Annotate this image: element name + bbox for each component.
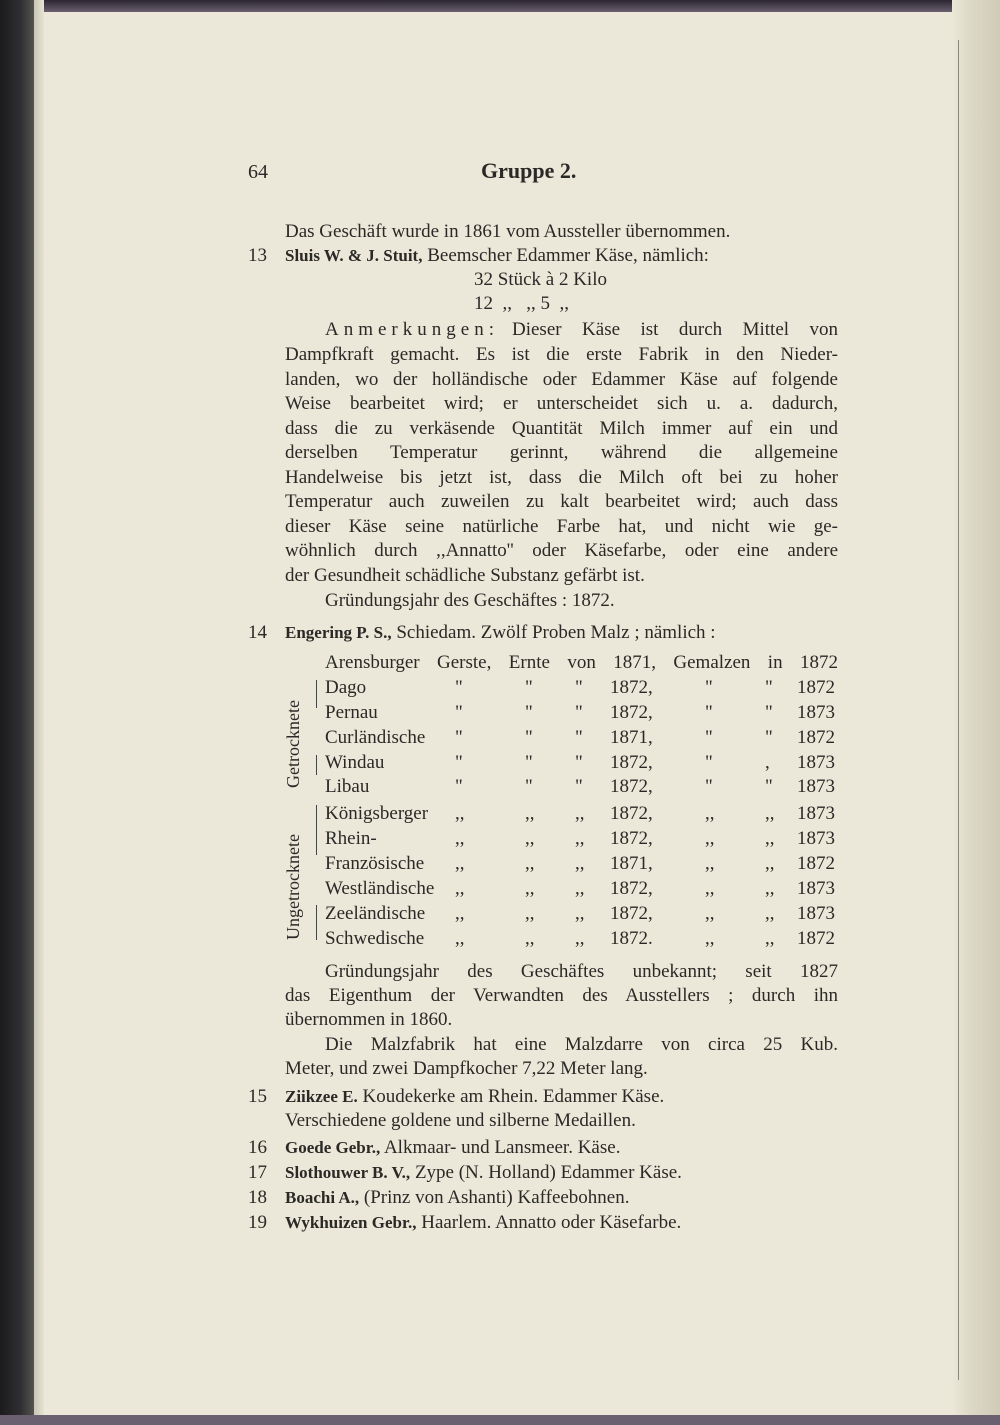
ditto-mark: " xyxy=(455,702,463,723)
ditto-mark: ,, xyxy=(765,853,775,874)
harvest-year: 1872, xyxy=(610,878,653,899)
malt-origin: Zeeländische xyxy=(325,903,426,924)
exhibitor-name: Ziikzee E. xyxy=(285,1087,358,1106)
harvest-year: 1872, xyxy=(610,803,653,824)
table-row xyxy=(325,877,838,901)
note-line: landen, wo der holländische oder Edammer Käse auf folgende xyxy=(285,369,838,390)
ditto-mark: " xyxy=(765,776,773,797)
table-row xyxy=(325,726,838,750)
note-line: wöhnlich durch ,,Annatto'' oder Käsefarbe, oder eine andere xyxy=(285,540,838,561)
malting-year: 1872 xyxy=(797,677,835,698)
table-row xyxy=(325,802,838,826)
note-line: der Gesundheit schädliche Substanz gefärbt ist. xyxy=(285,565,645,586)
malting-year: 1873 xyxy=(797,828,835,849)
page-edge-left xyxy=(34,0,44,1425)
ditto-mark: " xyxy=(455,752,463,773)
malting-year: 1873 xyxy=(797,878,835,899)
entry-19 xyxy=(285,1211,838,1235)
exhibitor-name: Boachi A., xyxy=(285,1188,360,1207)
entry-text: Koudekerke am Rhein. Edammer Käse. xyxy=(362,1086,665,1107)
harvest-year: 1872, xyxy=(610,828,653,849)
table-row xyxy=(325,701,838,725)
malting-year: 1873 xyxy=(797,903,835,924)
entry-17 xyxy=(285,1161,838,1185)
ditto-mark: " xyxy=(575,727,583,748)
ditto-mark: ,, xyxy=(525,828,535,849)
malt-origin: Curländische xyxy=(325,727,426,748)
ditto-mark: , xyxy=(765,752,770,773)
ditto-mark: ,, xyxy=(765,928,775,949)
text-line: Verschiedene goldene und silberne Medaillen. xyxy=(285,1110,636,1131)
text-line: das Eigenthum der Verwandten des Ausstellers ; durch ihn xyxy=(285,985,838,1006)
entry-text: Haarlem. Annatto oder Käsefarbe. xyxy=(421,1212,682,1233)
ditto-mark: ,, xyxy=(575,928,585,949)
ditto-mark: " xyxy=(525,776,533,797)
ditto-mark: " xyxy=(705,702,713,723)
text-line: Die Malzfabrik hat eine Malzdarre von circa 25 Kub. xyxy=(325,1034,838,1055)
note-line: Weise bearbeitet wird; er unterscheidet sich u. a. dadurch, xyxy=(285,393,838,414)
ditto-mark: " xyxy=(705,727,713,748)
ditto-mark: ,, xyxy=(765,878,775,899)
scan-top-edge xyxy=(0,0,1000,12)
entry-text: Zype (N. Holland) Edammer Käse. xyxy=(414,1162,682,1183)
malt-origin: Schwedische xyxy=(325,928,425,949)
harvest-year: 1871, xyxy=(610,853,653,874)
brace xyxy=(316,680,317,708)
malting-year: 1872 xyxy=(797,928,835,949)
ditto-mark: ,, xyxy=(705,828,715,849)
exhibitor-name: Wykhuizen Gebr., xyxy=(285,1213,417,1232)
intro-line: Das Geschäft wurde in 1861 vom Aussteller übernommen. xyxy=(285,221,731,242)
text-line: übernommen in 1860. xyxy=(285,1009,453,1030)
ditto-mark: " xyxy=(575,776,583,797)
entry-text: Beemscher Edammer Käse, nämlich: xyxy=(427,245,709,266)
malting-year: 1873 xyxy=(797,752,835,773)
book-binding xyxy=(0,0,34,1425)
entry-number: 17 xyxy=(248,1162,267,1183)
table-row xyxy=(325,927,838,951)
ditto-mark: ,, xyxy=(705,903,715,924)
ditto-mark: ,, xyxy=(455,853,465,874)
page-number: 64 xyxy=(248,161,268,183)
ditto-mark: " xyxy=(455,677,463,698)
ditto-mark: " xyxy=(455,727,463,748)
ditto-mark: ,, xyxy=(575,803,585,824)
harvest-year: 1872, xyxy=(610,702,653,723)
group-label-dried: Getrocknete xyxy=(283,700,303,788)
scan-bottom-edge xyxy=(0,1415,1000,1425)
entry-15 xyxy=(285,1085,838,1109)
ditto-mark: ,, xyxy=(705,803,715,824)
ditto-mark: " xyxy=(765,702,773,723)
malt-origin: Westländische xyxy=(325,878,435,899)
malting-year: 1873 xyxy=(797,702,835,723)
malt-origin: Dago xyxy=(325,677,367,698)
note-line: derselben Temperatur gerinnt, während die allgemeine xyxy=(285,442,838,463)
table-header: Arensburger Gerste, Ernte von 1871, Gemalzen in 1872 xyxy=(325,652,838,673)
harvest-year: 1872, xyxy=(610,752,653,773)
brace xyxy=(316,755,317,775)
ditto-mark: ,, xyxy=(575,878,585,899)
ditto-mark: " xyxy=(575,752,583,773)
entry-13 xyxy=(285,244,838,268)
text-line: Meter, und zwei Dampfkocher 7,22 Meter lang. xyxy=(285,1058,648,1079)
ditto-mark: ,, xyxy=(525,878,535,899)
ditto-mark: ,, xyxy=(525,803,535,824)
note-label xyxy=(325,318,499,342)
exhibitor-name: Slothouwer B. V., xyxy=(285,1163,411,1182)
quantity-line: 32 Stück à 2 Kilo xyxy=(474,269,607,290)
ditto-mark: " xyxy=(705,677,713,698)
ditto-mark: ,, xyxy=(575,828,585,849)
text-line: Gründungsjahr des Geschäftes unbekannt; seit 1827 xyxy=(325,961,838,982)
ditto-mark: " xyxy=(525,727,533,748)
ditto-mark: ,, xyxy=(525,928,535,949)
ditto-mark: " xyxy=(575,677,583,698)
entry-number: 16 xyxy=(248,1137,267,1158)
ditto-mark: ,, xyxy=(765,803,775,824)
ditto-mark: " xyxy=(525,677,533,698)
entry-text: Schiedam. Zwölf Proben Malz ; nämlich : xyxy=(396,622,716,643)
quantity-line: 12 ,, ,, 5 ,, xyxy=(474,293,569,314)
ditto-mark: " xyxy=(705,752,713,773)
note-line: Temperatur auch zuweilen zu kalt bearbeitet wird; auch dass xyxy=(285,491,838,512)
ditto-mark: ,, xyxy=(525,903,535,924)
exhibitor-name: Engering P. S., xyxy=(285,623,392,642)
malting-year: 1872 xyxy=(797,853,835,874)
ditto-mark: ,, xyxy=(455,903,465,924)
entry-14 xyxy=(285,621,838,645)
brace xyxy=(316,905,317,940)
malting-year: 1872 xyxy=(797,727,835,748)
harvest-year: 1872, xyxy=(610,776,653,797)
ditto-mark: " xyxy=(765,727,773,748)
table-row xyxy=(325,676,838,700)
table-row xyxy=(325,852,838,876)
ditto-mark: ,, xyxy=(575,903,585,924)
table-row xyxy=(325,902,838,926)
malting-year: 1873 xyxy=(797,803,835,824)
harvest-year: 1871, xyxy=(610,727,653,748)
exhibitor-name: Sluis W. & J. Stuit, xyxy=(285,246,423,265)
note-label-text: Anmerkungen: xyxy=(325,319,499,340)
malting-year: 1873 xyxy=(797,776,835,797)
entry-number: 13 xyxy=(248,245,267,266)
malt-origin: Französische xyxy=(325,853,425,874)
group-label-undried: Ungetrocknete xyxy=(283,834,303,940)
ditto-mark: " xyxy=(765,677,773,698)
entry-18 xyxy=(285,1186,838,1210)
entry-16 xyxy=(285,1136,838,1160)
ditto-mark: " xyxy=(455,776,463,797)
malt-origin: Rhein- xyxy=(325,828,377,849)
ditto-mark: ,, xyxy=(455,803,465,824)
ditto-mark: ,, xyxy=(455,878,465,899)
ditto-mark: ,, xyxy=(705,853,715,874)
table-row xyxy=(325,775,838,799)
harvest-year: 1872. xyxy=(610,928,653,949)
entry-text: (Prinz von Ashanti) Kaffeebohnen. xyxy=(363,1187,630,1208)
entry-text: Alkmaar- und Lansmeer. Käse. xyxy=(383,1137,621,1158)
note-line: Dieser Käse ist durch Mittel von xyxy=(512,319,838,340)
founding-year: Gründungsjahr des Geschäftes : 1872. xyxy=(325,590,615,611)
malt-origin: Königsberger xyxy=(325,803,429,824)
ditto-mark: " xyxy=(705,776,713,797)
ditto-mark: ,, xyxy=(765,903,775,924)
entry-number: 18 xyxy=(248,1187,267,1208)
entry-number: 15 xyxy=(248,1086,267,1107)
table-row xyxy=(325,751,838,775)
harvest-year: 1872, xyxy=(610,903,653,924)
note-line: Handelweise bis jetzt ist, dass die Milch oft bei zu hoher xyxy=(285,467,838,488)
page-edge-right xyxy=(952,0,1000,1425)
note-line: dass die zu verkäsende Quantität Milch immer auf ein und xyxy=(285,418,838,439)
harvest-year: 1872, xyxy=(610,677,653,698)
exhibitor-name: Goede Gebr., xyxy=(285,1138,381,1157)
ditto-mark: ,, xyxy=(765,828,775,849)
ditto-mark: ,, xyxy=(455,928,465,949)
ditto-mark: ,, xyxy=(455,828,465,849)
malt-origin: Pernau xyxy=(325,702,378,723)
malt-origin: Libau xyxy=(325,776,370,797)
malt-origin: Windau xyxy=(325,752,385,773)
page-title: Gruppe 2. xyxy=(481,158,577,183)
entry-number: 14 xyxy=(248,622,267,643)
entry-number: 19 xyxy=(248,1212,267,1233)
ditto-mark: ,, xyxy=(705,928,715,949)
ditto-mark: " xyxy=(525,752,533,773)
ditto-mark: " xyxy=(575,702,583,723)
note-line: dieser Käse seine natürliche Farbe hat, und nicht wie ge- xyxy=(285,516,838,537)
note-line: Dampfkraft gemacht. Es ist die erste Fabrik in den Nieder- xyxy=(285,344,838,365)
brace xyxy=(316,805,317,855)
ditto-mark: ,, xyxy=(705,878,715,899)
ditto-mark: ,, xyxy=(575,853,585,874)
ditto-mark: ,, xyxy=(525,853,535,874)
ditto-mark: " xyxy=(525,702,533,723)
table-row xyxy=(325,827,838,851)
